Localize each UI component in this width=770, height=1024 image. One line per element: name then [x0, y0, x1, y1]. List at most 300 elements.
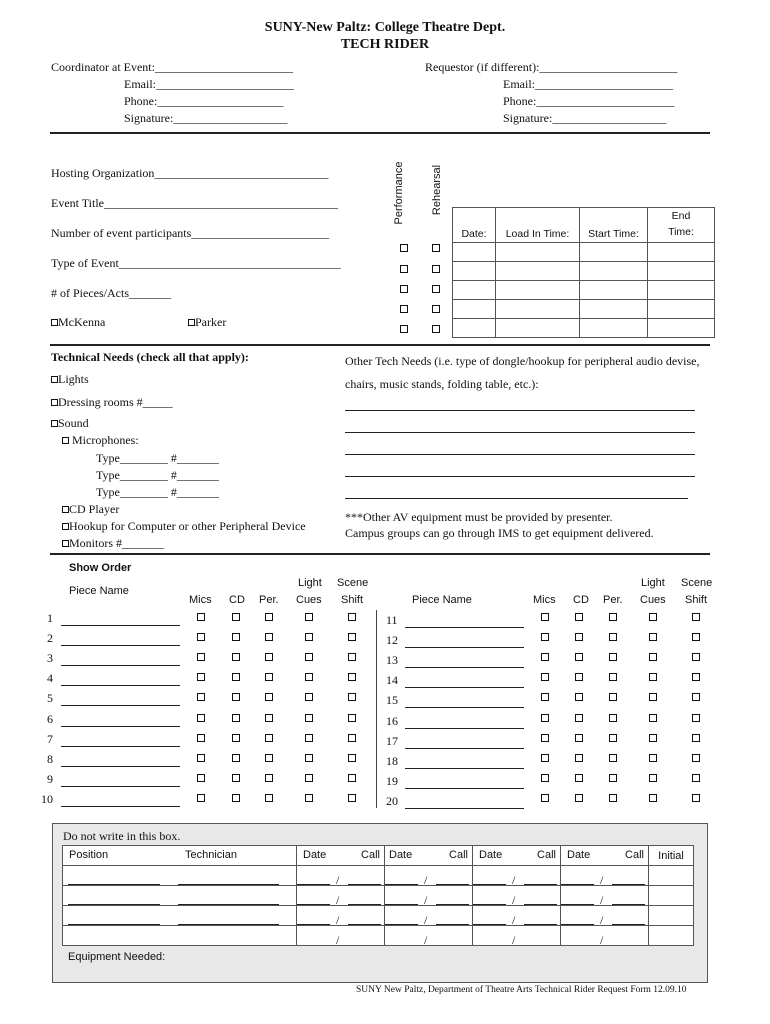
- rehearsal-checkbox[interactable]: [432, 285, 440, 293]
- date-cell[interactable]: [453, 262, 496, 281]
- show-order-checkbox[interactable]: [692, 673, 700, 681]
- piece-number: 13: [386, 653, 398, 668]
- mics-header-right: Mics: [533, 594, 556, 606]
- cues-header-left: Cues: [296, 594, 322, 606]
- end-header: End Time:: [648, 208, 715, 243]
- piece-name-line[interactable]: [61, 766, 180, 767]
- piece-name-line[interactable]: [405, 667, 524, 668]
- piece-name-line[interactable]: [405, 768, 524, 769]
- rehearsal-checkbox[interactable]: [432, 244, 440, 252]
- show-order-checkbox[interactable]: [692, 774, 700, 782]
- piece-name-line[interactable]: [61, 705, 180, 706]
- checkbox-icon[interactable]: [51, 420, 58, 427]
- show-order-checkbox[interactable]: [305, 653, 313, 661]
- show-order-checkbox[interactable]: [692, 714, 700, 722]
- slash-separator: /: [424, 913, 428, 927]
- show-order-checkbox[interactable]: [609, 774, 617, 782]
- call-line[interactable]: [524, 904, 557, 905]
- show-order-checkbox[interactable]: [232, 693, 240, 701]
- show-order-checkbox[interactable]: [575, 653, 583, 661]
- lights-option[interactable]: Lights: [51, 372, 89, 387]
- show-order-checkbox[interactable]: [197, 734, 205, 742]
- initial-header: Initial: [649, 846, 694, 866]
- piece-name-line[interactable]: [61, 806, 180, 807]
- date-line[interactable]: [385, 884, 418, 885]
- show-order-checkbox[interactable]: [609, 734, 617, 742]
- slash-separator: /: [512, 913, 516, 927]
- av-note-2: Campus groups can go through IMS to get equipment delivered.: [345, 526, 654, 540]
- date-cell[interactable]: [453, 319, 496, 338]
- form-title: SUNY-New Paltz: College Theatre Dept.: [264, 20, 506, 35]
- show-order-checkbox[interactable]: [575, 714, 583, 722]
- show-order-checkbox[interactable]: [649, 653, 657, 661]
- date-call-header: Date Call: [385, 846, 473, 866]
- show-order-checkbox[interactable]: [265, 613, 273, 621]
- slash-separator: /: [512, 933, 516, 947]
- monitors-option[interactable]: Monitors #_______: [62, 536, 164, 551]
- show-order-heading: Show Order: [69, 562, 132, 574]
- piece-name-line[interactable]: [61, 685, 180, 686]
- piece-number: 17: [386, 733, 398, 748]
- show-order-checkbox[interactable]: [232, 714, 240, 722]
- slash-separator: /: [336, 873, 340, 887]
- loadin-cell[interactable]: [496, 319, 580, 338]
- dressing-rooms-option[interactable]: Dressing rooms #_____: [51, 395, 173, 410]
- slash-separator: /: [512, 893, 516, 907]
- show-order-checkbox[interactable]: [348, 693, 356, 701]
- piece-number: 20: [386, 793, 398, 808]
- show-order-checkbox[interactable]: [649, 693, 657, 701]
- office-note: Do not write in this box.: [63, 829, 181, 843]
- piece-name-header-left: Piece Name: [69, 585, 129, 597]
- show-order-checkbox[interactable]: [541, 714, 549, 722]
- show-order-checkbox[interactable]: [575, 794, 583, 802]
- piece-name-line[interactable]: [405, 647, 524, 648]
- piece-name-line[interactable]: [61, 786, 180, 787]
- show-order-checkbox[interactable]: [197, 714, 205, 722]
- coordinator-email-field[interactable]: Email:_______________________: [124, 77, 294, 91]
- show-order-checkbox[interactable]: [197, 794, 205, 802]
- show-order-checkbox[interactable]: [305, 693, 313, 701]
- piece-name-line[interactable]: [405, 627, 524, 628]
- show-order-checkbox[interactable]: [197, 673, 205, 681]
- show-order-checkbox[interactable]: [609, 714, 617, 722]
- show-order-checkbox[interactable]: [575, 734, 583, 742]
- date-header: Date:: [453, 208, 496, 243]
- show-order-checkbox[interactable]: [197, 613, 205, 621]
- show-order-checkbox[interactable]: [692, 633, 700, 641]
- show-order-checkbox[interactable]: [197, 633, 205, 641]
- show-order-checkbox[interactable]: [305, 734, 313, 742]
- rehearsal-checkbox[interactable]: [432, 325, 440, 333]
- show-order-checkbox[interactable]: [609, 693, 617, 701]
- requestor-phone-field[interactable]: Phone:_______________________: [503, 94, 675, 108]
- show-order-checkbox[interactable]: [232, 633, 240, 641]
- piece-number: 14: [386, 673, 398, 688]
- slash-separator: /: [424, 873, 428, 887]
- show-order-checkbox[interactable]: [649, 754, 657, 762]
- equipment-needed-label: Equipment Needed:: [68, 951, 166, 963]
- mic-type-field[interactable]: Type________ #_______: [96, 451, 219, 465]
- show-order-checkbox[interactable]: [541, 633, 549, 641]
- show-order-checkbox[interactable]: [305, 613, 313, 621]
- show-order-checkbox[interactable]: [265, 633, 273, 641]
- date-call-header: Date Call: [297, 846, 385, 866]
- performance-checkbox[interactable]: [400, 325, 408, 333]
- show-order-checkbox[interactable]: [692, 653, 700, 661]
- piece-number: 4: [47, 671, 53, 686]
- piece-number: 9: [47, 771, 53, 786]
- schedule-row[interactable]: [453, 300, 715, 319]
- participants-field[interactable]: Number of event participants_______________________: [51, 226, 330, 240]
- piece-number: 12: [386, 633, 398, 648]
- date-line[interactable]: [385, 924, 418, 925]
- cd-player-option[interactable]: CD Player: [62, 502, 119, 517]
- slash-separator: /: [600, 933, 604, 947]
- piece-name-line[interactable]: [405, 788, 524, 789]
- date-line[interactable]: [561, 904, 594, 905]
- end-cell[interactable]: [648, 319, 715, 338]
- loadin-header: Load In Time:: [496, 208, 580, 243]
- schedule-row[interactable]: [453, 262, 715, 281]
- performance-checkbox[interactable]: [400, 285, 408, 293]
- date-line[interactable]: [297, 924, 330, 925]
- form-subtitle: TECH RIDER: [340, 37, 430, 52]
- per-header-left: Per.: [259, 594, 279, 606]
- show-order-checkbox[interactable]: [232, 754, 240, 762]
- show-order-checkbox[interactable]: [265, 714, 273, 722]
- call-line[interactable]: [612, 884, 645, 885]
- divider-top: [50, 132, 710, 134]
- date-call-header: Date Call: [561, 846, 649, 866]
- call-line[interactable]: [436, 884, 469, 885]
- checkbox-icon[interactable]: [188, 319, 195, 326]
- piece-name-line[interactable]: [61, 665, 180, 666]
- show-order-checkbox[interactable]: [265, 774, 273, 782]
- show-order-checkbox[interactable]: [265, 653, 273, 661]
- show-order-checkbox[interactable]: [609, 653, 617, 661]
- show-order-checkbox[interactable]: [575, 754, 583, 762]
- start-cell[interactable]: [580, 243, 648, 262]
- end-cell[interactable]: [648, 300, 715, 319]
- show-order-checkbox[interactable]: [348, 734, 356, 742]
- show-order-checkbox[interactable]: [649, 613, 657, 621]
- hosting-organization-field[interactable]: Hosting Organization_____________________________: [51, 166, 329, 180]
- call-line[interactable]: [612, 924, 645, 925]
- event-title-field[interactable]: Event Title_______________________________________: [51, 196, 339, 210]
- loadin-cell[interactable]: [496, 262, 580, 281]
- date-cell[interactable]: [453, 300, 496, 319]
- slash-separator: /: [600, 893, 604, 907]
- office-line[interactable]: [178, 904, 279, 905]
- show-order-checkbox[interactable]: [232, 613, 240, 621]
- slash-separator: /: [600, 913, 604, 927]
- piece-name-line[interactable]: [405, 748, 524, 749]
- checkbox-icon[interactable]: [62, 523, 69, 530]
- start-header: Start Time:: [580, 208, 648, 243]
- schedule-row[interactable]: [453, 243, 715, 262]
- show-order-checkbox[interactable]: [649, 734, 657, 742]
- date-cell[interactable]: [453, 281, 496, 300]
- show-order-checkbox[interactable]: [575, 633, 583, 641]
- show-order-checkbox[interactable]: [649, 673, 657, 681]
- show-order-checkbox[interactable]: [305, 794, 313, 802]
- show-order-checkbox[interactable]: [348, 653, 356, 661]
- other-tech-line[interactable]: [345, 498, 688, 499]
- show-order-checkbox[interactable]: [609, 673, 617, 681]
- show-order-checkbox[interactable]: [541, 693, 549, 701]
- piece-name-line[interactable]: [405, 707, 524, 708]
- slash-separator: /: [336, 933, 340, 947]
- light-header-left: Light: [298, 577, 322, 589]
- loadin-cell[interactable]: [496, 243, 580, 262]
- show-order-checkbox[interactable]: [575, 693, 583, 701]
- rehearsal-checkbox[interactable]: [432, 305, 440, 313]
- show-order-checkbox[interactable]: [305, 754, 313, 762]
- date-line[interactable]: [561, 884, 594, 885]
- show-order-checkbox[interactable]: [541, 734, 549, 742]
- office-row[interactable]: [63, 886, 694, 906]
- venue-parker[interactable]: Parker: [188, 315, 226, 330]
- date-call-header: Date Call: [473, 846, 561, 866]
- show-order-checkbox[interactable]: [575, 774, 583, 782]
- show-order-checkbox[interactable]: [265, 734, 273, 742]
- piece-number: 19: [386, 773, 398, 788]
- show-order-checkbox[interactable]: [265, 673, 273, 681]
- show-order-checkbox[interactable]: [348, 714, 356, 722]
- start-cell[interactable]: [580, 262, 648, 281]
- show-order-checkbox[interactable]: [541, 754, 549, 762]
- piece-number: 11: [386, 613, 398, 627]
- show-order-checkbox[interactable]: [609, 794, 617, 802]
- mics-header-left: Mics: [189, 594, 212, 606]
- show-order-checkbox[interactable]: [232, 734, 240, 742]
- checkbox-icon[interactable]: [51, 376, 58, 383]
- footer-text: SUNY New Paltz, Department of Theatre Arts Technical Rider Request Form 12.09.10: [356, 985, 687, 995]
- start-cell[interactable]: [580, 300, 648, 319]
- piece-number: 1: [47, 611, 53, 625]
- requestor-field[interactable]: Requestor (if different):_______________________: [425, 60, 678, 74]
- start-cell[interactable]: [580, 319, 648, 338]
- office-line[interactable]: [68, 924, 160, 925]
- office-row[interactable]: [63, 866, 694, 886]
- show-order-checkbox[interactable]: [692, 613, 700, 621]
- piece-name-line[interactable]: [405, 728, 524, 729]
- call-line[interactable]: [524, 924, 557, 925]
- other-tech-line[interactable]: [345, 476, 695, 477]
- rehearsal-checkbox[interactable]: [432, 265, 440, 273]
- piece-number: 3: [47, 651, 53, 666]
- show-order-checkbox[interactable]: [232, 653, 240, 661]
- coordinator-signature-field[interactable]: Signature:___________________: [124, 111, 288, 125]
- show-order-checkbox[interactable]: [197, 754, 205, 762]
- show-order-checkbox[interactable]: [692, 693, 700, 701]
- show-order-checkbox[interactable]: [348, 774, 356, 782]
- shift-header-left: Shift: [341, 594, 364, 606]
- show-order-checkbox[interactable]: [305, 633, 313, 641]
- date-line[interactable]: [297, 884, 330, 885]
- performance-checkbox[interactable]: [400, 244, 408, 252]
- technical-needs-heading: Technical Needs (check all that apply):: [51, 350, 249, 364]
- requestor-email-field[interactable]: Email:_______________________: [503, 77, 673, 91]
- pieces-acts-field[interactable]: # of Pieces/Acts_______: [51, 286, 171, 300]
- show-order-checkbox[interactable]: [692, 734, 700, 742]
- show-order-checkbox[interactable]: [609, 754, 617, 762]
- end-cell[interactable]: [648, 262, 715, 281]
- checkbox-icon[interactable]: [62, 506, 69, 513]
- date-line[interactable]: [561, 924, 594, 925]
- other-tech-line[interactable]: [345, 454, 695, 455]
- cd-header-left: CD: [229, 594, 245, 606]
- checkbox-icon[interactable]: [51, 319, 58, 326]
- slash-separator: /: [512, 873, 516, 887]
- show-order-checkbox[interactable]: [305, 714, 313, 722]
- office-line[interactable]: [68, 884, 160, 885]
- sound-option[interactable]: Sound: [51, 416, 89, 431]
- date-line[interactable]: [473, 924, 506, 925]
- mic-type-field[interactable]: Type________ #_______: [96, 485, 219, 499]
- checkbox-icon[interactable]: [62, 540, 69, 547]
- end-cell[interactable]: [648, 281, 715, 300]
- rehearsal-header: Rehearsal: [431, 164, 443, 216]
- show-order-checkbox[interactable]: [232, 794, 240, 802]
- show-order-checkbox[interactable]: [305, 673, 313, 681]
- hookup-option[interactable]: Hookup for Computer or other Peripheral Device: [62, 519, 306, 534]
- performance-header: Performance: [393, 161, 405, 225]
- mic-type-field[interactable]: Type________ #_______: [96, 468, 219, 482]
- show-order-divider: [376, 610, 377, 808]
- piece-number: 15: [386, 693, 398, 708]
- show-order-checkbox[interactable]: [692, 754, 700, 762]
- slash-separator: /: [424, 933, 428, 947]
- show-order-checkbox[interactable]: [692, 794, 700, 802]
- end-cell[interactable]: [648, 243, 715, 262]
- event-type-field[interactable]: Type of Event_____________________________________: [51, 256, 341, 270]
- office-line[interactable]: [178, 924, 279, 925]
- piece-number: 5: [47, 691, 53, 706]
- other-tech-needs-label: Other Tech Needs (i.e. type of dongle/hookup for peripheral audio devise,: [345, 354, 700, 368]
- schedule-row[interactable]: [453, 319, 715, 338]
- coordinator-phone-field[interactable]: Phone:_____________________: [124, 94, 284, 108]
- show-order-checkbox[interactable]: [649, 794, 657, 802]
- call-line[interactable]: [524, 884, 557, 885]
- divider-lower: [50, 553, 710, 555]
- show-order-checkbox[interactable]: [541, 774, 549, 782]
- scene-header-left: Scene: [337, 577, 369, 589]
- call-line[interactable]: [348, 904, 381, 905]
- show-order-checkbox[interactable]: [575, 673, 583, 681]
- loadin-cell[interactable]: [496, 300, 580, 319]
- show-order-checkbox[interactable]: [541, 613, 549, 621]
- show-order-checkbox[interactable]: [232, 673, 240, 681]
- show-order-checkbox[interactable]: [265, 693, 273, 701]
- call-line[interactable]: [348, 924, 381, 925]
- show-order-checkbox[interactable]: [575, 613, 583, 621]
- show-order-checkbox[interactable]: [541, 653, 549, 661]
- performance-checkbox[interactable]: [400, 305, 408, 313]
- office-header-row: [63, 846, 694, 866]
- other-tech-line[interactable]: [345, 410, 695, 411]
- show-order-checkbox[interactable]: [348, 633, 356, 641]
- piece-name-line[interactable]: [61, 746, 180, 747]
- office-line[interactable]: [178, 884, 279, 885]
- start-cell[interactable]: [580, 281, 648, 300]
- performance-checkbox[interactable]: [400, 265, 408, 273]
- date-cell[interactable]: [453, 243, 496, 262]
- cues-header-right: Cues: [640, 594, 666, 606]
- other-tech-needs-label-2: chairs, music stands, folding table, etc.):: [345, 377, 539, 391]
- checkbox-icon[interactable]: [62, 437, 69, 444]
- show-order-checkbox[interactable]: [541, 794, 549, 802]
- slash-separator: /: [600, 873, 604, 887]
- call-line[interactable]: [612, 904, 645, 905]
- show-order-checkbox[interactable]: [649, 774, 657, 782]
- show-order-checkbox[interactable]: [197, 653, 205, 661]
- schedule-row[interactable]: [453, 281, 715, 300]
- piece-name-line[interactable]: [61, 726, 180, 727]
- show-order-checkbox[interactable]: [609, 613, 617, 621]
- schedule-table: [452, 207, 715, 338]
- date-line[interactable]: [297, 904, 330, 905]
- show-order-checkbox[interactable]: [348, 673, 356, 681]
- call-line[interactable]: [436, 904, 469, 905]
- date-line[interactable]: [473, 904, 506, 905]
- per-header-right: Per.: [603, 594, 623, 606]
- date-line[interactable]: [473, 884, 506, 885]
- piece-name-line[interactable]: [61, 645, 180, 646]
- show-order-checkbox[interactable]: [609, 633, 617, 641]
- piece-number: 8: [47, 751, 53, 766]
- call-line[interactable]: [348, 884, 381, 885]
- office-line[interactable]: [68, 904, 160, 905]
- loadin-cell[interactable]: [496, 281, 580, 300]
- other-tech-line[interactable]: [345, 432, 695, 433]
- slash-separator: /: [424, 893, 428, 907]
- piece-number: 18: [386, 753, 398, 768]
- checkbox-icon[interactable]: [51, 399, 58, 406]
- show-order-checkbox[interactable]: [197, 774, 205, 782]
- requestor-signature-field[interactable]: Signature:___________________: [503, 111, 667, 125]
- show-order-checkbox[interactable]: [305, 774, 313, 782]
- piece-name-line[interactable]: [405, 808, 524, 809]
- show-order-checkbox[interactable]: [348, 754, 356, 762]
- show-order-checkbox[interactable]: [348, 613, 356, 621]
- piece-number: 7: [47, 731, 53, 746]
- show-order-checkbox[interactable]: [348, 794, 356, 802]
- show-order-checkbox[interactable]: [649, 633, 657, 641]
- slash-separator: /: [336, 893, 340, 907]
- show-order-checkbox[interactable]: [232, 774, 240, 782]
- venue-mckenna[interactable]: McKenna: [51, 315, 105, 330]
- date-line[interactable]: [385, 904, 418, 905]
- microphones-option[interactable]: Microphones:: [62, 433, 139, 448]
- piece-name-header-right: Piece Name: [412, 594, 472, 606]
- show-order-checkbox[interactable]: [197, 693, 205, 701]
- schedule-header-row: [453, 208, 715, 243]
- show-order-checkbox[interactable]: [541, 673, 549, 681]
- coordinator-field[interactable]: Coordinator at Event:_______________________: [51, 60, 293, 74]
- piece-name-line[interactable]: [405, 687, 524, 688]
- office-row[interactable]: [63, 926, 694, 946]
- piece-number: 2: [47, 631, 53, 646]
- call-line[interactable]: [436, 924, 469, 925]
- piece-name-line[interactable]: [61, 625, 180, 626]
- office-row[interactable]: [63, 906, 694, 926]
- show-order-checkbox[interactable]: [265, 794, 273, 802]
- show-order-checkbox[interactable]: [265, 754, 273, 762]
- show-order-checkbox[interactable]: [649, 714, 657, 722]
- av-note: ***Other AV equipment must be provided by presenter.: [345, 510, 613, 524]
